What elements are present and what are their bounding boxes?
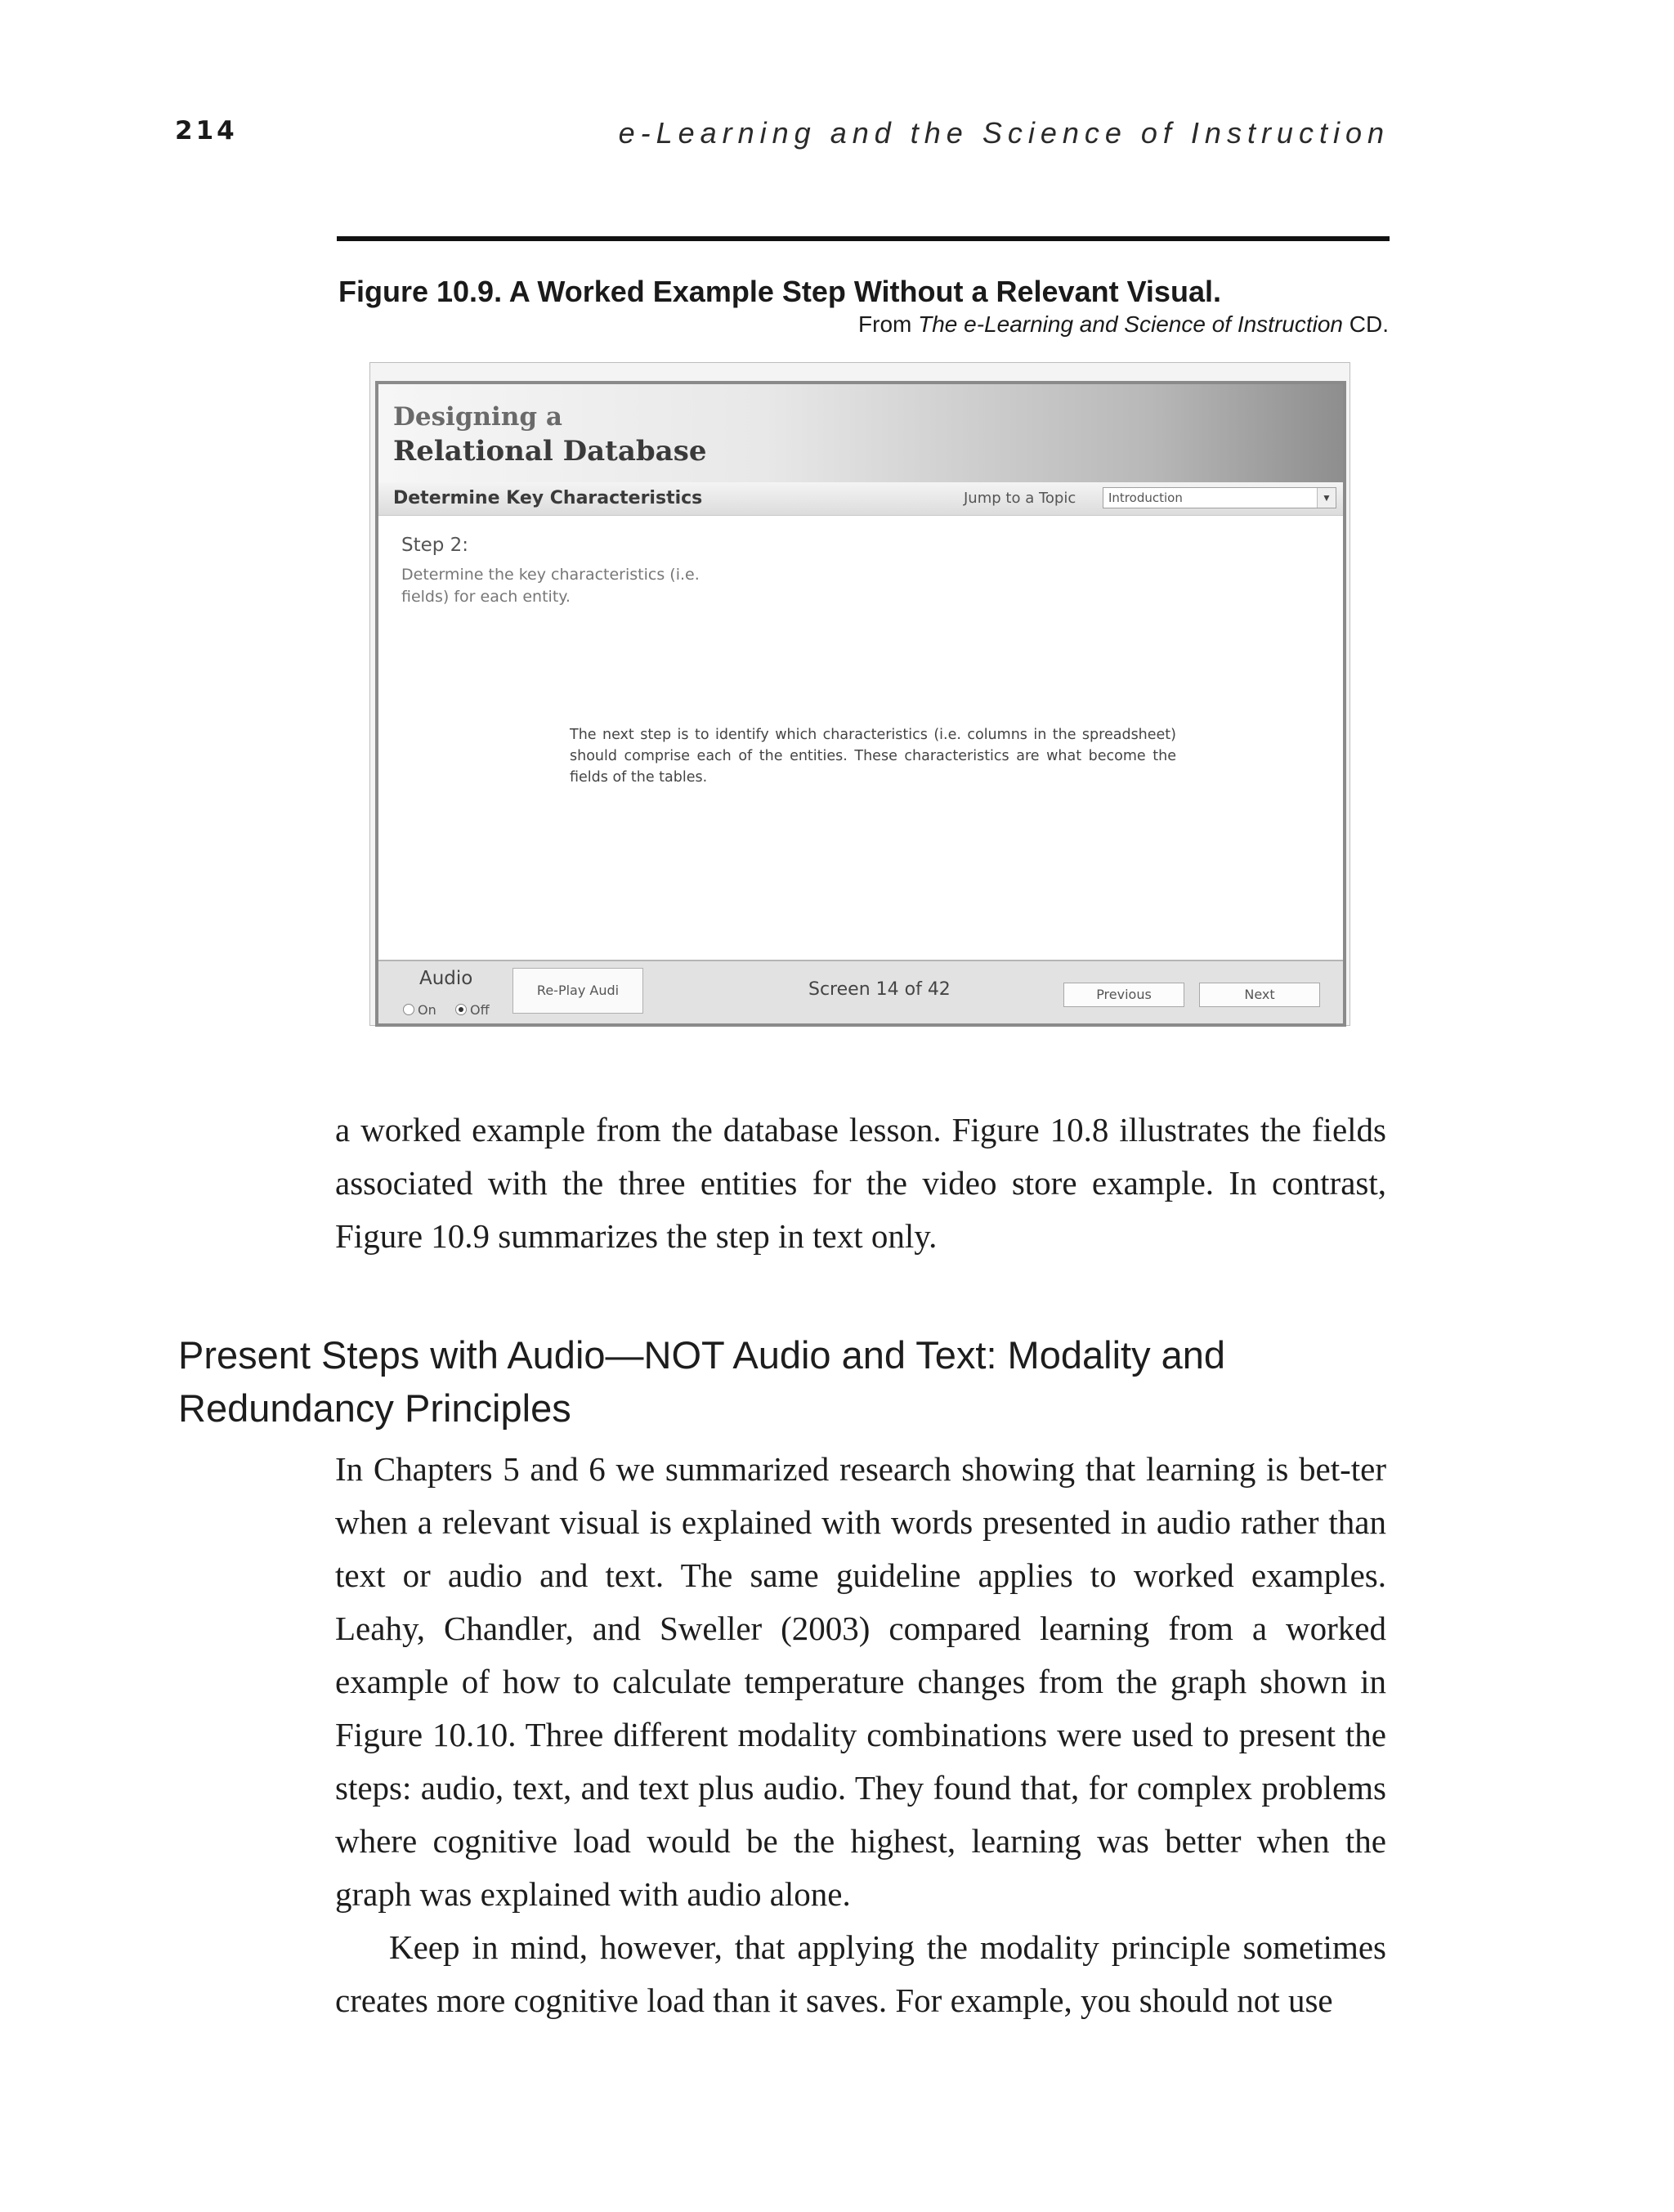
figure-caption: Figure 10.9. A Worked Example Step Without a Relevant Visual. [338, 275, 1221, 308]
body-paragraph-2: In Chapters 5 and 6 we summarized research showing that learning is bet-ter when a relevant visual is explained with words presented in audio rather than text or audio and text. The same guideline applies to worked examples. Leahy, Chandler, and Sweller (2003) compared learning from a worked example of how to calculate temperature changes from the graph shown in Figure 10.10. Three different modality combinations were used to present the steps: audio, text, and text plus audio. They found that, for complex problems where cognitive load would be the highest, learning was better when the graph was explained with audio alone. [335, 1450, 1386, 1913]
audio-label: Audio [419, 968, 473, 989]
page-number: 214 [175, 116, 238, 146]
lesson-title-line1: Designing a [393, 402, 562, 432]
figure-top-rule [337, 236, 1390, 241]
chevron-down-icon[interactable]: ▼ [1317, 488, 1336, 508]
previous-button[interactable]: Previous [1063, 983, 1184, 1007]
figure-source-title: The e-Learning and Science of Instruction [918, 311, 1343, 337]
step-heading: Step 2: [401, 535, 469, 556]
jump-to-topic-select[interactable] [1103, 487, 1336, 508]
audio-off-radio[interactable] [455, 1002, 490, 1018]
radio-checked-icon [455, 1004, 467, 1015]
topic-title: Determine Key Characteristics [393, 488, 703, 508]
step-instruction: Determine the key characteristics (i.e. fields) for each entity. [401, 566, 700, 606]
section-heading: Present Steps with Audio—NOT Audio and Text: Modality and Redundancy Principles [178, 1333, 1226, 1430]
lesson-control-bar [378, 960, 1343, 1023]
screen-counter: Screen 14 of 42 [808, 979, 951, 1000]
figure-screenshot [369, 362, 1350, 1026]
step-body-text: The next step is to identify which characteristics (i.e. columns in the spreadsheet) should comprise each of the entities. These characteristics are what become the fields of the tables. [570, 727, 1176, 786]
jump-to-topic-label: Jump to a Topic [964, 490, 1076, 507]
body-paragraph-3: Keep in mind, however, that applying the modality principle sometimes creates more cognitive load than it saves. For example, you should not use [335, 1928, 1386, 2019]
radio-unchecked-icon [403, 1004, 414, 1015]
figure-source-suffix: CD. [1343, 311, 1389, 337]
lesson-title-line2: Relational Database [393, 435, 707, 468]
lesson-window [375, 381, 1346, 1027]
audio-on-label: On [418, 1002, 436, 1018]
jump-to-topic-value: Introduction [1108, 490, 1183, 505]
replay-audio-button[interactable]: Re-Play Audi [512, 968, 643, 1014]
body-paragraph-1: a worked example from the database lesson. Figure 10.8 illustrates the fields associated with the three entities for the video store example. In contrast, Figure 10.9 summarizes the step in text only. [335, 1111, 1386, 1255]
topic-bar [378, 482, 1343, 516]
next-button[interactable]: Next [1199, 983, 1320, 1007]
lesson-banner [378, 384, 1343, 482]
figure-source-prefix: From [858, 311, 919, 337]
running-head: e-Learning and the Science of Instruction [618, 116, 1390, 150]
audio-off-label: Off [470, 1002, 490, 1018]
figure-source [858, 311, 1389, 338]
audio-on-radio[interactable] [403, 1002, 436, 1018]
